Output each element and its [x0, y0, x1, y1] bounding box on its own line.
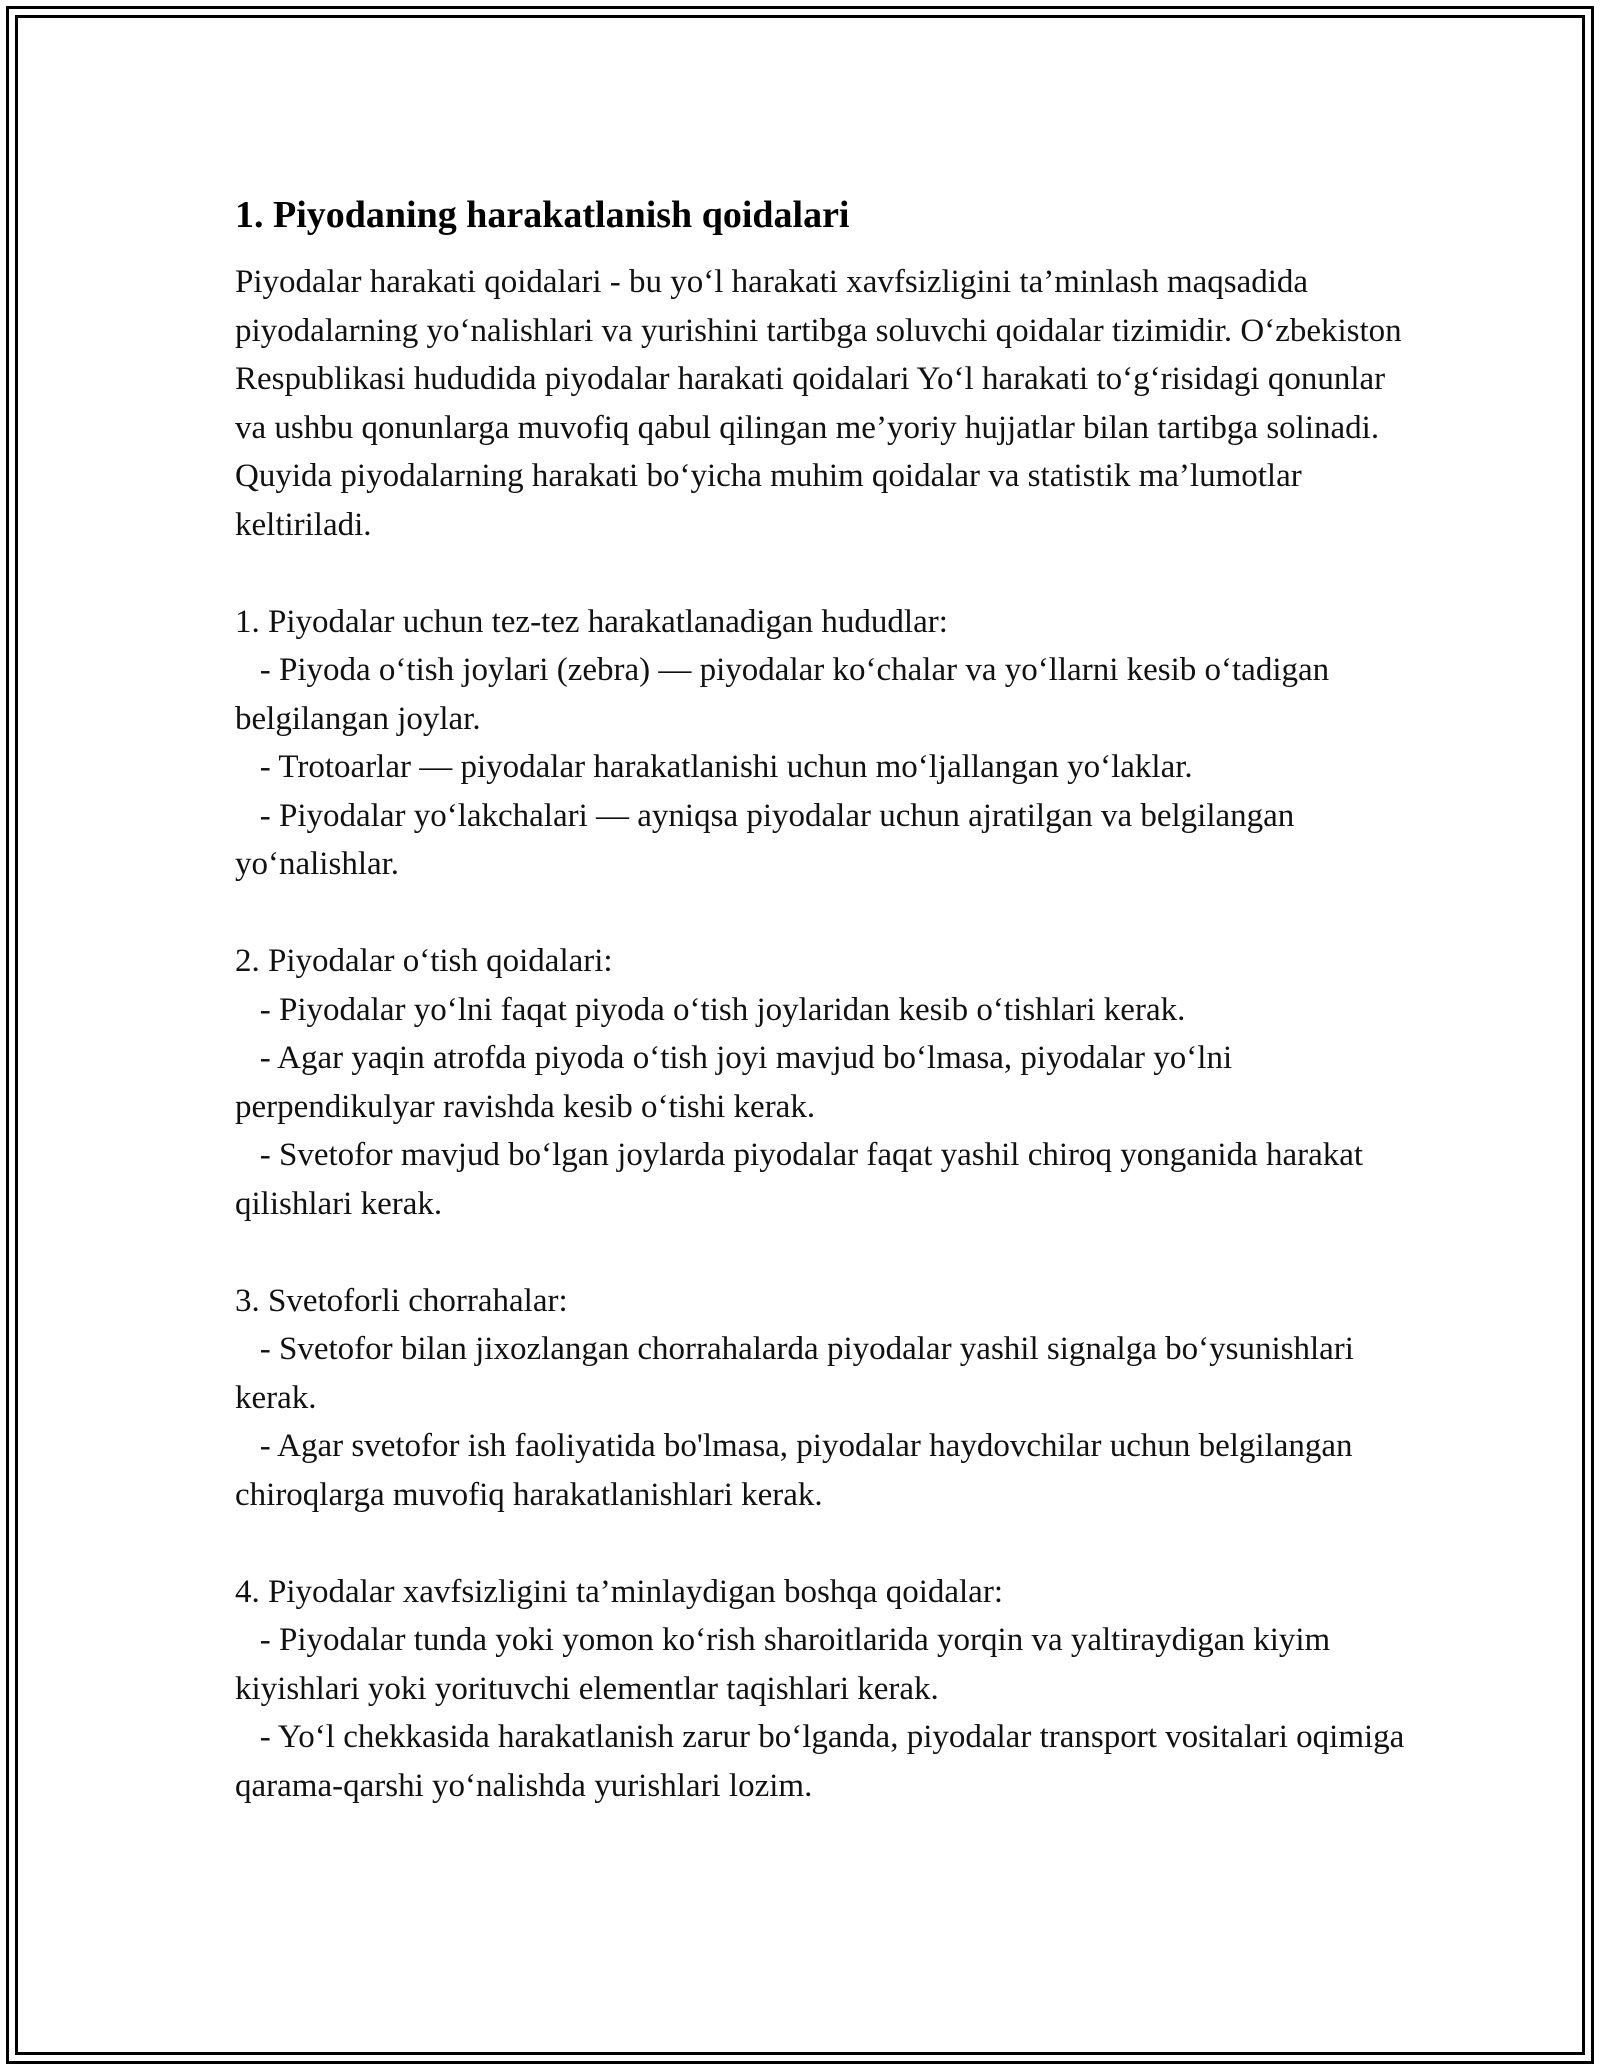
- list-item: - Piyodalar tunda yoki yomon ko‘rish sharoitlarida yorqin va yaltiraydigan kiyim kiyishlari yoki yorituvchi elementlar taqishlari kerak.: [235, 1622, 1339, 1707]
- section-heading: 2. Piyodalar o‘tish qoidalari:: [235, 943, 613, 979]
- list-item: - Trotoarlar — piyodalar harakatlanishi uchun mo‘ljallangan yo‘laklar.: [235, 749, 1193, 785]
- section-frequent-areas: [235, 598, 1405, 889]
- list-item: - Piyodalar yo‘lni faqat piyoda o‘tish joylaridan kesib o‘tishlari kerak.: [235, 991, 1186, 1028]
- list-item: - Svetofor mavjud bo‘lgan joylarda piyodalar faqat yashil chiroq yonganida harakat qilishlari kerak.: [235, 1137, 1372, 1222]
- section-heading: 3. Svetoforli chorrahalar:: [235, 1282, 568, 1319]
- document-title: 1. Piyodaning harakatlanish qoidalari: [235, 194, 850, 236]
- section-heading: 4. Piyodalar xavfsizligini ta’minlaydigan boshqa qoidalar:: [235, 1573, 1003, 1610]
- list-item: - Piyodalar yo‘lakchalari — ayniqsa piyodalar uchun ajratilgan va belgilangan yo‘nalishlar.: [235, 797, 1303, 882]
- section-other-safety-rules: [235, 1568, 1413, 1811]
- list-item: - Agar svetofor ish faoliyatida bo'lmasa, piyodalar haydovchilar uchun belgilangan chiroqlarga muvofiq harakatlanishlari kerak.: [235, 1428, 1361, 1513]
- list-item: - Yo‘l chekkasida harakatlanish zarur bo‘lganda, piyodalar transport vositalari oqimiga qarama-qarshi yo‘nalishda yurishlari lozim.: [235, 1719, 1413, 1804]
- section-traffic-light-intersections: [235, 1277, 1405, 1520]
- list-item: - Agar yaqin atrofda piyoda o‘tish joyi mavjud bo‘lmasa, piyodalar yo‘lni perpendikulyar ravishda kesib o‘tishi kerak.: [235, 1040, 1241, 1125]
- list-item: - Svetofor bilan jixozlangan chorrahalarda piyodalar yashil signalga bo‘ysunishlari kerak.: [235, 1331, 1363, 1416]
- list-item: - Piyoda o‘tish joylari (zebra) — piyodalar ko‘chalar va yo‘llarni kesib o‘tadigan belgilangan joylar.: [235, 652, 1338, 737]
- section-crossing-rules: [235, 937, 1405, 1228]
- intro-paragraph: Piyodalar harakati qoidalari - bu yo‘l harakati xavfsizligini ta’minlash maqsadida piyodalarning yo‘nalishlari va yurishini tartibga soluvchi qoidalar tizimidir. O‘zbekiston Respublikasi hududida piyodalar harakati qoidalari Yo‘l harakati to‘g‘risidagi qonunlar va ushbu qonunlarga muvofiq qabul qilingan me’yoriy hujjatlar bilan tartibga solinadi. Quyida piyodalarning harakati bo‘yicha muhim qoidalar va statistik ma’lumotlar keltiriladi.: [235, 264, 1402, 543]
- document-body: [235, 186, 1413, 1810]
- section-heading: 1. Piyodalar uchun tez-tez harakatlanadigan hududlar:: [235, 603, 948, 640]
